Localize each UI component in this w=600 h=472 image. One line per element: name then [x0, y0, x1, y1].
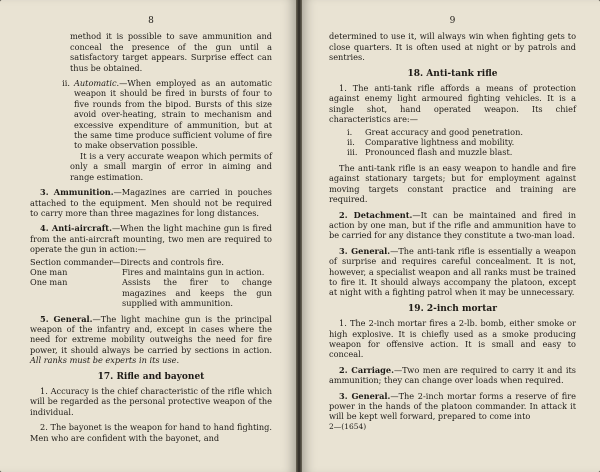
list-text: Comparative lightness and mobility.: [365, 137, 515, 148]
section-carriage: [329, 365, 576, 386]
item-label: ii.: [62, 78, 70, 89]
roster-duty: Fires and maintains gun in action.: [122, 266, 265, 277]
page-number: 8: [148, 16, 154, 26]
roster-row: [30, 257, 272, 267]
paragraph: It is a very accurate weapon which permits of only a small margin of error in aiming and range estimation.: [70, 150, 272, 182]
section-title: Detachment.: [353, 209, 413, 220]
section-body: —Magazines are carried in pouches attached to the equipment. Men should not be required to carry more than three magazines for long distances.: [30, 187, 272, 218]
list-item: [347, 127, 576, 137]
section-ammunition: [30, 187, 272, 218]
emphasis-text: All ranks must be experts in its use.: [30, 355, 180, 366]
section-body: —The 2-inch mortar forms a reserve of fire power in the hands of the platoon commander. In attack it will be kept well forward, prepared to come into: [329, 390, 576, 422]
heading-2-inch-mortar: 19. 2-inch mortar: [408, 303, 497, 314]
list-number: ii.: [347, 137, 355, 148]
characteristics-list: [347, 127, 576, 158]
section-body: —It can be maintained and fired in action by one man, but if the rifle and ammunition have to be carried for any distance they constitute a two-man load.: [329, 209, 576, 241]
paragraph: method it is possible to save ammunition and conceal the presence of the gun until a satisfactory target appears. Surprise effect can thus be obtained.: [70, 31, 272, 73]
item-body: —When employed as an automatic weapon it should be fired in bursts of four to five rounds from the bipod. Bursts of this size avoid over-heating, strain to mechanism and excessive expenditure of ammunition, but at the same time produce sufficient volume of fire to make observation possible.: [74, 78, 272, 151]
section-general: [30, 314, 272, 366]
heading-anti-tank-rifle: 18. Anti-tank rifle: [407, 68, 498, 79]
roster-role: One man: [30, 277, 68, 288]
section-detachment: [329, 210, 576, 241]
left-page: [0, 0, 296, 472]
section-title: General.: [351, 390, 391, 401]
roster-role: One man: [30, 266, 68, 277]
paragraph: The anti-tank rifle is an easy weapon to handle and fire against stationary targets; but for employment against moving targets constant practice and training are required.: [329, 162, 576, 205]
section-anti-aircraft: [30, 223, 272, 254]
list-text: Great accuracy and good penetration.: [365, 126, 523, 137]
paragraph: 1. Accuracy is the chief characteristic of the rifle which will be regarded as the personal protective weapon of the individual.: [30, 386, 272, 417]
right-page-text: [329, 16, 576, 431]
paragraph: 1. The anti-tank rifle affords a means of protection against enemy light armoured fighting vehicles. It is a single shot, hand operated weapon. Its chief characteristics are:—: [329, 83, 576, 125]
printer-signature: 2—(1654): [329, 421, 367, 431]
list-number: i.: [347, 126, 353, 137]
section-body: —The anti-tank rifle is essentially a weapon of surprise and requires careful concealment. It is not, however, a specialist weapon and all ranks must be trained to fire it. It should always accompany the platoon, except at night with a fighting patrol when it may be unnecessary.: [329, 245, 576, 298]
roster-row: [30, 277, 272, 308]
section-number: 5.: [40, 313, 49, 324]
roster-row: [30, 267, 272, 277]
section-title: Anti-aircraft.: [51, 223, 112, 234]
section-number: 4.: [40, 223, 49, 234]
list-text: Pronounced flash and muzzle blast.: [365, 147, 513, 158]
section-number: 3.: [339, 245, 348, 256]
section-body: —The light machine gun is the principal weapon of the infantry and, except in cases where the need for extreme mobility outweighs the need for fire power, it should always be carried by sections in action.: [30, 313, 272, 355]
section-number: 2.: [339, 364, 348, 375]
left-page-text: [30, 16, 272, 448]
section-title: Ammunition.: [53, 187, 114, 198]
roster-duty: —Directs and controls fire.: [112, 256, 224, 267]
section-body: —When the light machine gun is fired from the anti-aircraft mounting, two men are required to operate the gun in action:—: [30, 223, 272, 255]
section-title: General.: [351, 245, 391, 256]
paragraph: 1. The 2-inch mortar fires a 2-lb. bomb, either smoke or high explosive. It is chiefly used as a smoke producing weapon for offensive action. It is small and easy to conceal.: [329, 318, 576, 360]
roster-duty: Assists the firer to change magazines and keeps the gun supplied with ammunition.: [122, 277, 272, 309]
section-number: 2.: [339, 209, 348, 220]
section-general: [329, 246, 576, 298]
list-item: [347, 147, 576, 157]
section-number: 3.: [40, 187, 49, 198]
heading-rifle-and-bayonet: 17. Rifle and bayonet: [97, 371, 205, 382]
paragraph: 2. The bayonet is the weapon for hand to hand fighting. Men who are confident with the bayonet, and: [30, 422, 272, 443]
item-text: [74, 78, 272, 151]
right-page: [302, 0, 600, 472]
roster-role: Section commander: [30, 256, 113, 267]
section-number: 3.: [339, 390, 348, 401]
crew-roster: [30, 257, 272, 309]
section-title: Carriage.: [351, 364, 394, 375]
automatic-item: [30, 78, 272, 151]
paragraph: determined to use it, will always win when fighting gets to close quarters. It is often used at night or by patrols and sentries.: [329, 31, 576, 63]
section-general: [329, 391, 576, 422]
section-title: General.: [53, 313, 93, 324]
list-number: iii.: [347, 147, 358, 158]
item-title: Automatic.: [74, 78, 120, 89]
section-body: —Two men are required to carry it and its ammunition; they can change over loads when required.: [329, 364, 576, 386]
page-number: 9: [449, 16, 456, 26]
list-item: [347, 137, 576, 147]
